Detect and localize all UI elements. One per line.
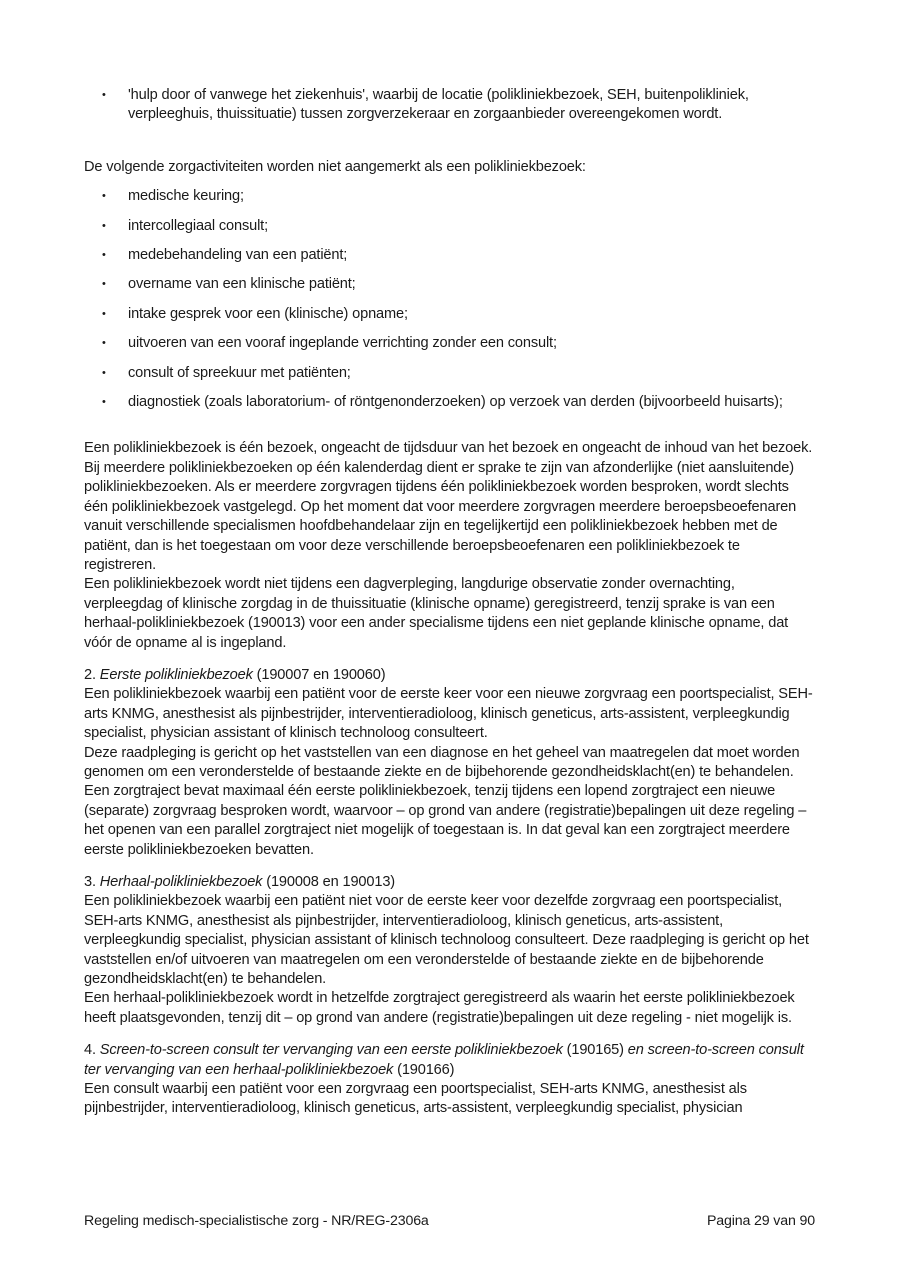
paragraph-definition-2: Een polikliniekbezoek wordt niet tijdens een dagverpleging, langdurige observatie zonder overnachting, verpleegdag of klinische zorgdag in de thuissituatie (klinische opname) geregistreerd, tenzij sprake is van een herhaal-polikliniekbezoek (190013) voor een ander specialisme tijdens een niet geplande klinische opname, dat vóór de opname al is ingepland.	[84, 576, 789, 651]
list-item-text: overname van een klinische patiënt;	[128, 276, 356, 293]
bullet-icon: •	[102, 366, 106, 379]
list-item-text: diagnostiek (zoals laboratorium- of röntgenonderzoeken) op verzoek van derden (bijvoorbeeld huisarts);	[128, 394, 783, 411]
intro-bullet-text: 'hulp door of vanwege het ziekenhuis', waarbij de locatie (polikliniekbezoek, SEH, buitenpolikliniek, verpleeghuis, thuissituatie) tussen zorgverzekeraar en zorgaanbieder overeengekomen wordt.	[128, 87, 749, 123]
footer-page-number: Pagina 29 van 90	[706, 1213, 815, 1229]
bullet-icon: •	[102, 307, 106, 320]
bullet-icon: •	[102, 190, 106, 203]
intro-bullet-item	[98, 86, 815, 125]
list-item-text: intercollegiaal consult;	[128, 217, 268, 234]
section-3-codes: (190008 en 190013)	[262, 874, 395, 890]
section-4-code-1: (190165)	[562, 1042, 628, 1059]
section-2-paragraph-3: Een zorgtraject bevat maximaal één eerste polikliniekbezoek, tenzij tijdens een lopend zorgtraject een nieuwe (separate) zorgvraag besproken wordt, waarvoor – op grond van andere (registratie)bepalingen uit deze regeling – het openen van een parallel zorgtraject niet mogelijk of toegestaan is. In dat geval kan een zorgtraject meerdere eerste polikliniekbezoeken bevatten.	[84, 783, 807, 858]
section-3-heading	[84, 873, 815, 892]
list-item-text: consult of spreekuur met patiënten;	[128, 364, 351, 381]
bullet-icon: •	[102, 337, 106, 350]
section-4-title-part-2: en screen-to-screen consult ter vervanging van een herhaal-polikliniekbezoek	[84, 1042, 804, 1078]
page-footer	[84, 1212, 815, 1231]
list-item	[98, 305, 815, 324]
section-2-paragraph-1: Een polikliniekbezoek waarbij een patiënt voor de eerste keer voor een nieuwe zorgvraag een poortspecialist, SEH-arts KNMG, anesthesist als pijnbestrijder, interventieradioloog, klinisch geneticus, arts-assistent, verpleegkundig specialist, physician assistant of klinisch technoloog consulteert.	[84, 686, 813, 742]
section-4-number: 4.	[84, 1042, 100, 1059]
section-3-paragraph-2: Een herhaal-polikliniekbezoek wordt in hetzelfde zorgtraject geregistreerd als waarin het eerste polikliniekbezoek heeft plaatsgevonden, tenzij dit – op grond van andere (registratie)bepalingen uit deze regeling - niet mogelijk is.	[84, 990, 795, 1026]
section-4-title-part-1: Screen-to-screen consult ter vervanging van een eerste polikliniekbezoek	[99, 1042, 563, 1059]
list-item	[98, 217, 815, 236]
polikliniekbezoek-definition-block	[84, 439, 815, 652]
list-item	[98, 246, 815, 265]
section-4-code-2: (190166)	[393, 1061, 455, 1078]
paragraph-definition-1: Een polikliniekbezoek is één bezoek, ongeacht de tijdsduur van het bezoek en ongeacht de inhoud van het bezoek. Bij meerdere polikliniekbezoeken op één kalenderdag dient er sprake te zijn van afzonderlijke (niet aansluitende) polikliniekbezoeken. Als er meerdere zorgvragen tijdens één polikliniekbezoek worden besproken, wordt slechts één polikliniekbezoek vastgelegd. Op het moment dat voor meerdere zorgvragen meerdere beroepsbeoefenaren vanuit verschillende specialismen hoofdbehandelaar zijn en tegelijkertijd een polikliniekbezoek hebben met de patiënt, dan is het toegestaan om voor deze verschillende beroepsbeoefenaren een polikliniekbezoek te registreren.	[84, 440, 813, 573]
list-item	[98, 334, 815, 353]
section-screen-to-screen-consult	[84, 1041, 815, 1119]
document-content	[84, 86, 815, 1119]
section-3-paragraph-1: Een polikliniekbezoek waarbij een patiënt niet voor de eerste keer voor dezelfde zorgvraag een poortspecialist, SEH-arts KNMG, anesthesist als pijnbestrijder, interventieradioloog, klinisch geneticus, arts-assistent, verpleegkundig specialist, physician assistant of klinisch technoloog consulteert. Deze raadpleging is gericht op het vaststellen en/of uitvoeren van maatregelen om een veronderstelde of bestaande ziekte en de bijbehorende gezondheidsklacht(en) te behandelen.	[84, 893, 809, 988]
section-2-paragraph-2: Deze raadpleging is gericht op het vaststellen van een diagnose en het geheel van maatregelen dat moet worden genomen om een veronderstelde of bestaande ziekte en de bijbehorende gezondheidsklacht(en) te behandelen.	[84, 744, 800, 780]
list-item-text: intake gesprek voor een (klinische) opname;	[128, 305, 408, 322]
bullet-icon: •	[102, 219, 106, 232]
list-item-text: medebehandeling van een patiënt;	[128, 247, 348, 264]
section-2-title: Eerste polikliniekbezoek	[99, 666, 253, 683]
section-eerste-polikliniekbezoek	[84, 666, 815, 860]
list-item	[98, 364, 815, 383]
exclusion-list-intro: De volgende zorgactiviteiten worden niet aangemerkt als een polikliniekbezoek:	[84, 158, 586, 175]
list-item	[98, 187, 815, 206]
list-item	[98, 393, 815, 412]
exclusion-list	[84, 187, 815, 412]
list-item	[98, 275, 815, 294]
section-2-heading	[84, 666, 815, 685]
bullet-icon: •	[102, 278, 106, 291]
bullet-icon: •	[102, 396, 106, 409]
section-4-heading	[84, 1041, 815, 1080]
bullet-icon: •	[102, 89, 106, 101]
bullet-icon: •	[102, 249, 106, 262]
section-3-number: 3.	[84, 874, 100, 890]
list-item-text: medische keuring;	[128, 188, 244, 205]
section-2-number: 2.	[84, 666, 100, 683]
footer-document-title: Regeling medisch-specialistische zorg - NR/REG-2306a	[84, 1213, 429, 1229]
section-4-paragraph-1: Een consult waarbij een patiënt voor een zorgvraag een poortspecialist, SEH-arts KNMG, anesthesist als pijnbestrijder, interventieradioloog, klinisch geneticus, arts-assistent, verpleegkundig specialist, physician	[84, 1081, 747, 1117]
section-herhaal-polikliniekbezoek	[84, 873, 815, 1028]
section-3-title: Herhaal-polikliniekbezoek	[99, 874, 263, 890]
section-2-codes: (190007 en 190060)	[252, 666, 386, 683]
list-item-text: uitvoeren van een vooraf ingeplande verrichting zonder een consult;	[128, 335, 557, 352]
